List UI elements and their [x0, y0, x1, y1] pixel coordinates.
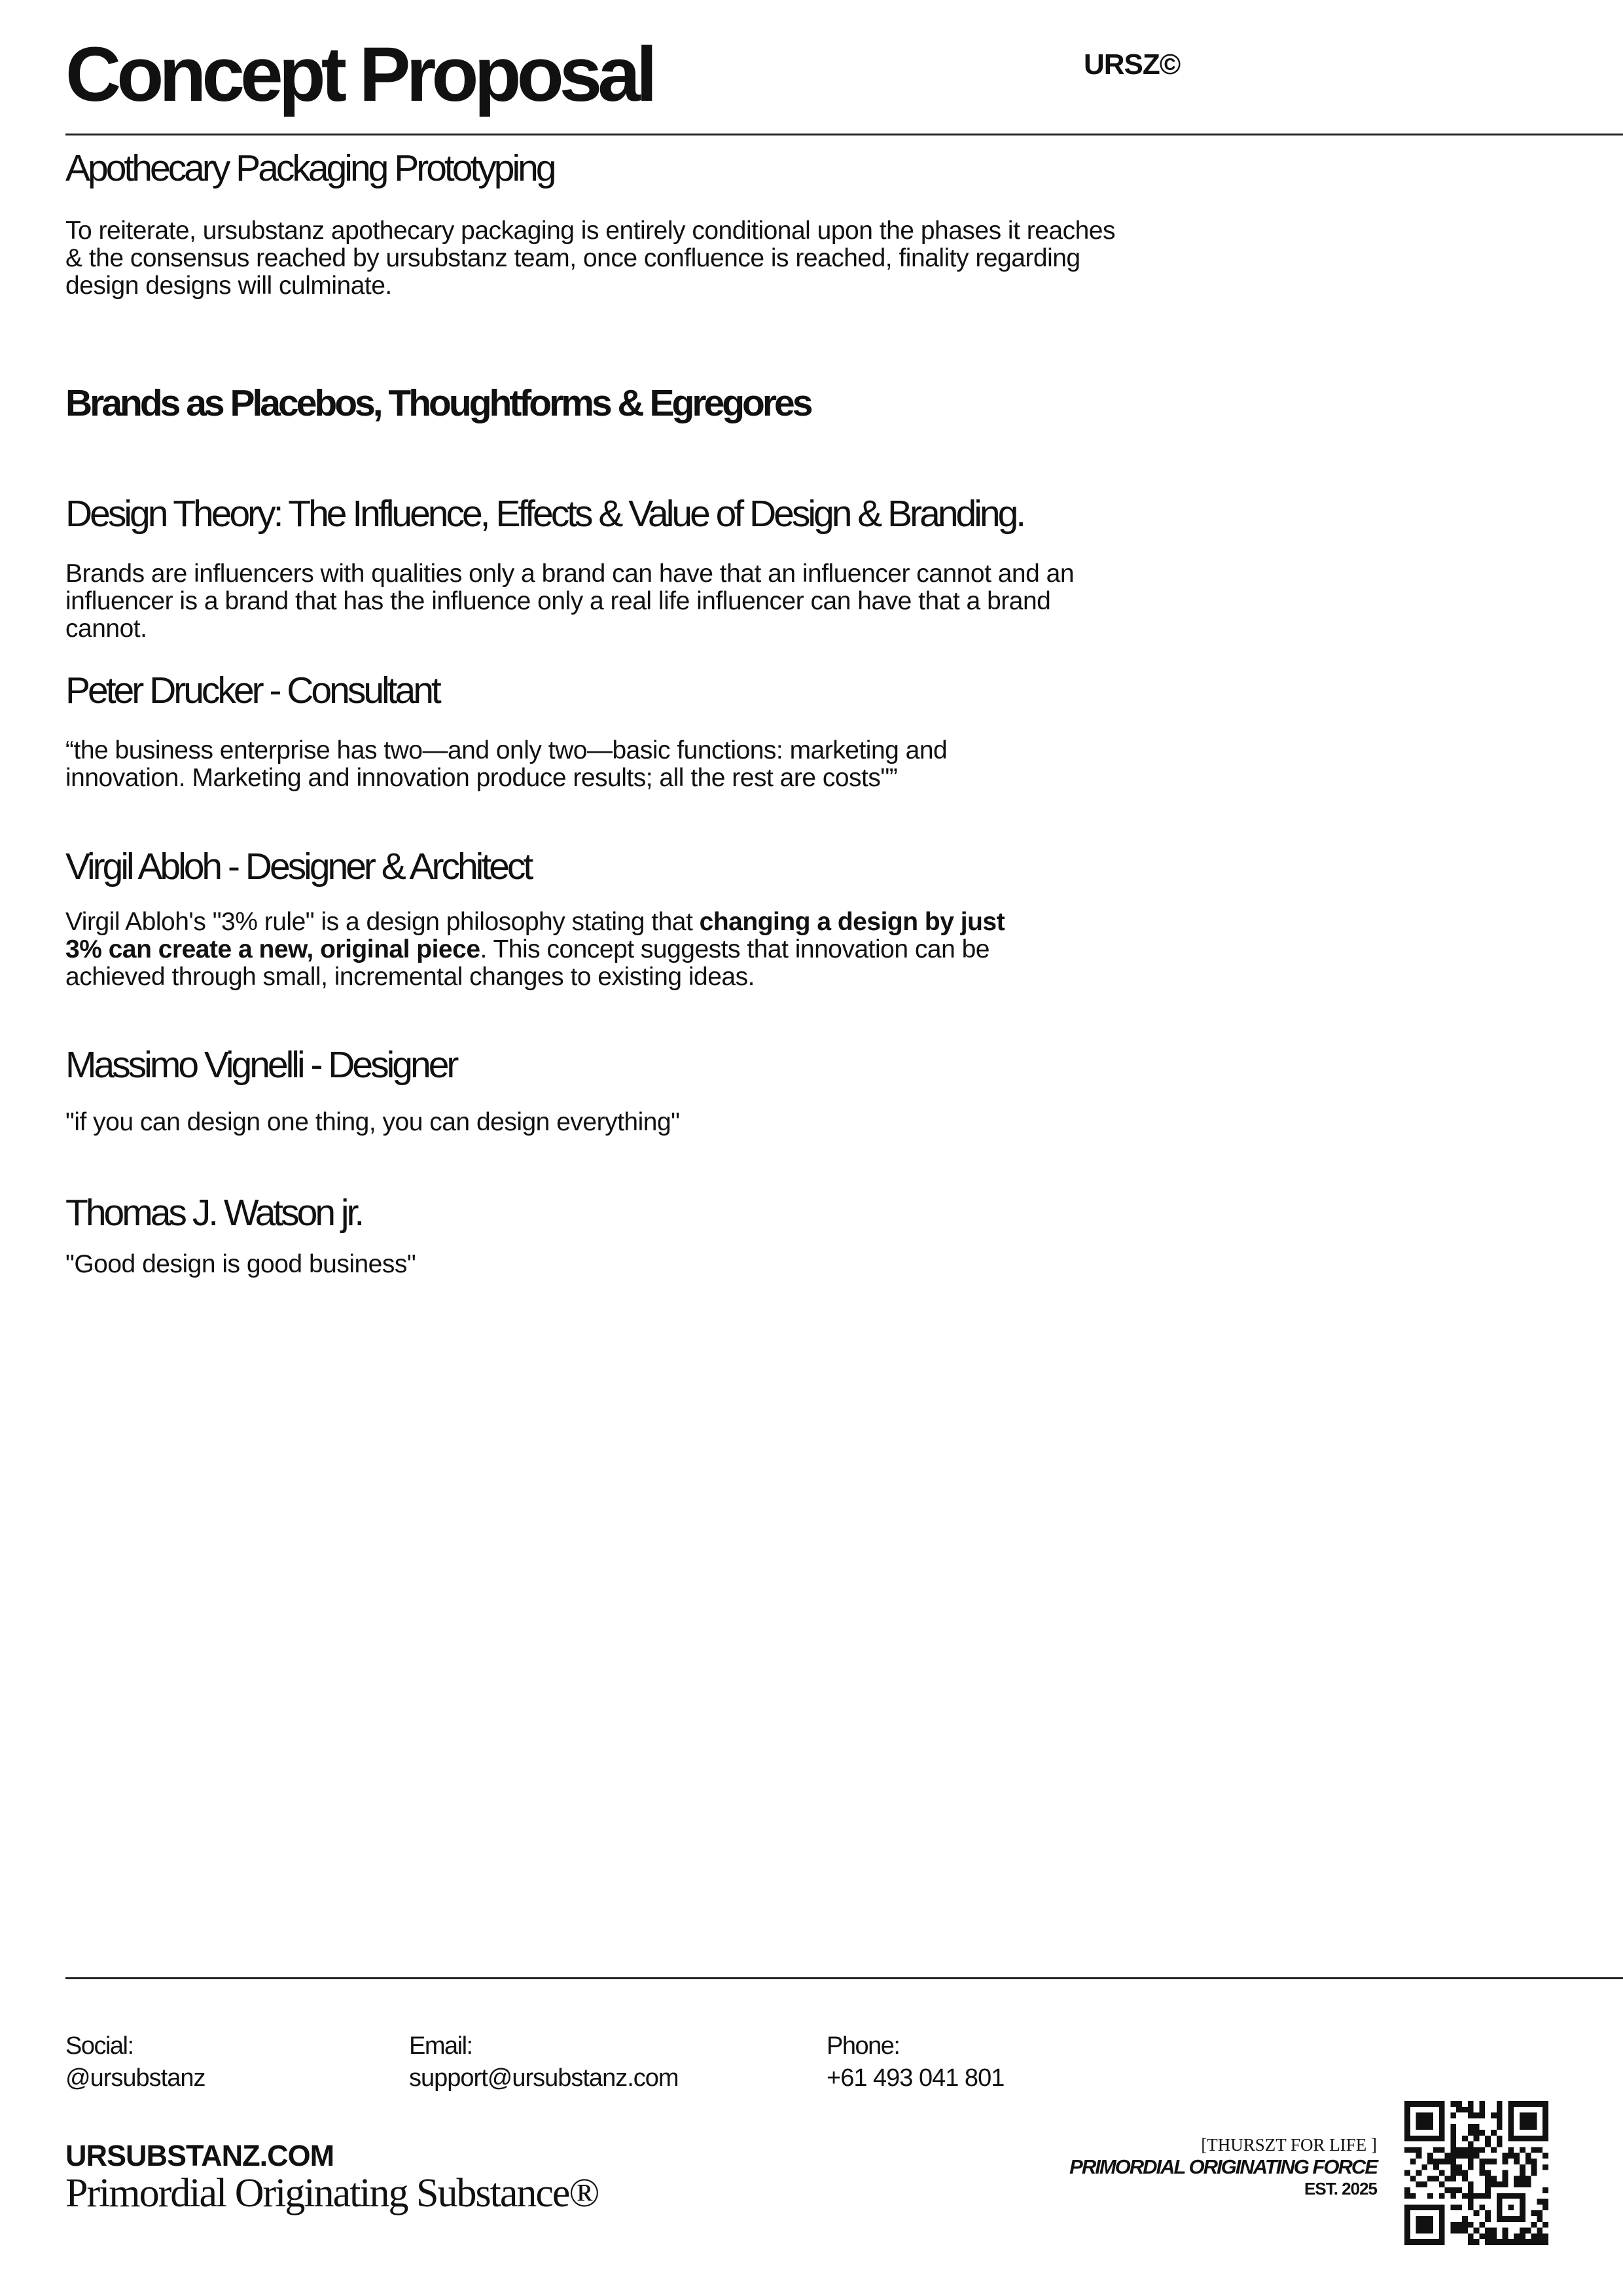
text-line: [65, 936, 1005, 963]
qr-module: [1462, 2147, 1468, 2153]
email-link[interactable]: support@ursubstanz.com: [409, 2064, 679, 2092]
qr-module: [1474, 2210, 1480, 2216]
qr-module: [1456, 2153, 1462, 2159]
qr-module: [1503, 2228, 1508, 2234]
qr-module: [1537, 2239, 1543, 2245]
qr-module: [1525, 2228, 1531, 2234]
qr-module: [1450, 2159, 1456, 2164]
qr-module: [1439, 2181, 1445, 2187]
qr-module: [1508, 2147, 1514, 2153]
qr-module: [1433, 2159, 1439, 2164]
qr-module: [1450, 2101, 1456, 2107]
qr-module: [1410, 2176, 1416, 2181]
qr-module: [1474, 2136, 1480, 2142]
qr-module: [1462, 2193, 1468, 2199]
qr-module: [1450, 2176, 1456, 2181]
qr-module: [1485, 2187, 1491, 2193]
text-emphasis: changing a design by just: [699, 908, 1005, 936]
qr-module: [1479, 2159, 1485, 2164]
text-emphasis: 3% can create a new, original piece: [65, 935, 480, 963]
qr-module: [1531, 2239, 1537, 2245]
qr-module: [1479, 2130, 1485, 2136]
qr-module: [1497, 2124, 1503, 2130]
qr-module: [1410, 2193, 1416, 2199]
qr-module: [1543, 2153, 1548, 2159]
qr-module: [1421, 2181, 1427, 2187]
qr-module: [1520, 2147, 1525, 2153]
text-plain: Virgil Abloh's "3% rule" is a design philosophy stating that: [65, 908, 700, 936]
qr-module: [1497, 2101, 1503, 2107]
qr-module: [1462, 2216, 1468, 2222]
qr-module: [1433, 2176, 1439, 2181]
qr-module: [1531, 2159, 1537, 2164]
qr-module: [1439, 2159, 1445, 2164]
stamp-line: [THURSZT FOR LIFE ]: [1201, 2135, 1377, 2155]
qr-module: [1433, 2147, 1439, 2153]
qr-module: [1503, 2153, 1508, 2159]
qr-module: [1497, 2142, 1503, 2147]
text-line: cannot.: [65, 615, 147, 643]
theory-paragraph: [65, 560, 1074, 643]
qr-module: [1531, 2170, 1537, 2176]
qr-module: [1485, 2239, 1491, 2245]
qr-module: [1520, 2239, 1525, 2245]
qr-module: [1416, 2181, 1422, 2187]
qr-module: [1497, 2118, 1503, 2124]
qr-module: [1531, 2164, 1537, 2170]
packaging-paragraph: [65, 217, 1115, 300]
qr-module: [1468, 2239, 1474, 2245]
qr-module: [1485, 2142, 1491, 2147]
qr-module: [1479, 2170, 1485, 2176]
qr-module: [1520, 2164, 1525, 2170]
qr-module: [1462, 2107, 1468, 2113]
qr-module: [1479, 2147, 1485, 2153]
qr-module: [1520, 2170, 1525, 2176]
phone-label: Phone:: [827, 2032, 900, 2060]
qr-code-icon[interactable]: [1404, 2101, 1548, 2245]
qr-module: [1462, 2222, 1468, 2228]
qr-module: [1474, 2147, 1480, 2153]
qr-module: [1404, 2147, 1410, 2153]
qr-module: [1491, 2233, 1497, 2239]
qr-module: [1525, 2239, 1531, 2245]
qr-module: [1468, 2147, 1474, 2153]
section-heading-drucker: Peter Drucker - Consultant: [65, 670, 439, 711]
stamp-line: PRIMORDIAL ORIGINATING FORCE: [1069, 2155, 1377, 2178]
qr-module: [1479, 2113, 1485, 2119]
qr-module: [1503, 2159, 1508, 2164]
qr-module: [1450, 2193, 1456, 2199]
qr-module: [1491, 2159, 1497, 2164]
qr-module: [1468, 2222, 1474, 2228]
qr-module: [1462, 2176, 1468, 2181]
qr-module: [1514, 2159, 1520, 2164]
text-line: [65, 908, 1005, 936]
qr-module: [1450, 2147, 1456, 2153]
qr-module: [1537, 2199, 1543, 2205]
vignelli-quote: "if you can design one thing, you can design everything": [65, 1108, 680, 1136]
qr-module: [1543, 2187, 1548, 2193]
qr-module: [1485, 2176, 1491, 2181]
qr-module: [1531, 2210, 1537, 2216]
text-line: To reiterate, ursubstanz apothecary packaging is entirely conditional upon the phases it reaches: [65, 217, 1115, 245]
qr-module: [1503, 2233, 1508, 2239]
qr-module: [1537, 2147, 1543, 2153]
section-heading-packaging: Apothecary Packaging Prototyping: [65, 147, 554, 189]
qr-module: [1427, 2159, 1433, 2164]
qr-module: [1497, 2181, 1503, 2187]
qr-module: [1410, 2147, 1416, 2153]
section-heading-abloh: Virgil Abloh - Designer & Architect: [65, 846, 531, 888]
qr-module: [1543, 2164, 1548, 2170]
section-heading-vignelli: Massimo Vignelli - Designer: [65, 1044, 457, 1086]
qr-module: [1427, 2176, 1433, 2181]
qr-module: [1514, 2181, 1520, 2187]
qr-module: [1439, 2193, 1445, 2199]
page-title: Concept Proposal: [65, 31, 653, 118]
qr-module: [1543, 2222, 1548, 2228]
qr-module: [1445, 2153, 1451, 2159]
qr-module: [1525, 2153, 1531, 2159]
stamp-line: EST. 2025: [1304, 2179, 1377, 2198]
drucker-quote: [65, 737, 947, 792]
qr-module: [1468, 2107, 1474, 2113]
qr-module: [1468, 2181, 1474, 2187]
qr-module: [1445, 2187, 1451, 2193]
qr-module: [1491, 2130, 1497, 2136]
qr-module: [1468, 2164, 1474, 2170]
qr-module: [1479, 2164, 1485, 2170]
qr-module: [1450, 2124, 1456, 2130]
email-label: Email:: [409, 2032, 473, 2060]
qr-module: [1468, 2233, 1474, 2239]
text-line: design designs will culminate.: [65, 272, 392, 300]
social-label: Social:: [65, 2032, 134, 2060]
qr-module: [1410, 2159, 1416, 2164]
qr-module: [1485, 2136, 1491, 2142]
qr-module: [1450, 2228, 1456, 2234]
qr-module: [1468, 2101, 1474, 2107]
qr-module: [1497, 2107, 1503, 2113]
qr-module: [1456, 2187, 1462, 2193]
qr-module: [1485, 2210, 1491, 2216]
qr-module: [1474, 2228, 1480, 2234]
qr-module: [1491, 2239, 1497, 2245]
qr-module: [1456, 2107, 1462, 2113]
header-divider: [65, 134, 1623, 135]
qr-module: [1543, 2199, 1548, 2205]
social-handle-link[interactable]: @ursubstanz: [65, 2064, 205, 2092]
qr-module: [1450, 2164, 1456, 2170]
qr-module: [1537, 2216, 1543, 2222]
qr-module: [1474, 2239, 1480, 2245]
qr-module: [1462, 2153, 1468, 2159]
qr-module: [1404, 2187, 1410, 2193]
qr-module: [1462, 2136, 1468, 2142]
qr-module: [1468, 2113, 1474, 2119]
qr-module: [1421, 2164, 1427, 2170]
text-line: innovation. Marketing and innovation produce results; all the rest are costs"”: [65, 764, 898, 792]
qr-module: [1485, 2170, 1491, 2176]
qr-module: [1491, 2113, 1497, 2119]
brand-tagline: Primordial Originating Substance®: [65, 2171, 599, 2215]
qr-module: [1543, 2233, 1548, 2239]
qr-module: [1520, 2228, 1525, 2234]
qr-module: [1543, 2239, 1548, 2245]
qr-module: [1450, 2113, 1456, 2119]
qr-module: [1531, 2233, 1537, 2239]
qr-module: [1520, 2176, 1525, 2181]
qr-module: [1468, 2124, 1474, 2130]
qr-module: [1433, 2164, 1439, 2170]
qr-module: [1404, 2170, 1410, 2176]
qr-module: [1445, 2176, 1451, 2181]
text-line: “the business enterprise has two—and only two—basic functions: marketing and: [65, 736, 948, 764]
qr-module: [1450, 2136, 1456, 2142]
qr-module: [1456, 2170, 1462, 2176]
qr-module: [1479, 2204, 1485, 2210]
qr-module: [1474, 2130, 1480, 2136]
qr-module: [1537, 2233, 1543, 2239]
qr-module: [1456, 2101, 1462, 2107]
qr-module: [1450, 2142, 1456, 2147]
text-line: & the consensus reached by ursubstanz team, once confluence is reached, finality regarding: [65, 244, 1080, 272]
qr-module: [1479, 2193, 1485, 2199]
qr-module: [1468, 2159, 1474, 2164]
qr-module: [1525, 2176, 1531, 2181]
section-heading-watson: Thomas J. Watson jr.: [65, 1192, 363, 1234]
text-line: influencer is a brand that has the influence only a real life influencer can have that a brand: [65, 587, 1051, 615]
qr-module: [1468, 2187, 1474, 2193]
qr-module: [1537, 2210, 1543, 2216]
qr-module: [1456, 2228, 1462, 2234]
qr-module: [1456, 2204, 1462, 2210]
text-line: achieved through small, incremental changes to existing ideas.: [65, 963, 755, 991]
qr-module: [1514, 2153, 1520, 2159]
qr-module: [1537, 2228, 1543, 2234]
qr-module: [1491, 2147, 1497, 2153]
qr-module: [1474, 2113, 1480, 2119]
qr-module: [1462, 2170, 1468, 2176]
qr-module: [1514, 2176, 1520, 2181]
qr-module: [1485, 2216, 1491, 2222]
qr-module: [1427, 2153, 1433, 2159]
qr-module: [1514, 2233, 1520, 2239]
qr-module: [1520, 2181, 1525, 2187]
qr-module: [1503, 2170, 1508, 2176]
qr-module: [1531, 2222, 1537, 2228]
qr-module: [1456, 2147, 1462, 2153]
qr-module: [1416, 2147, 1422, 2153]
qr-module: [1456, 2164, 1462, 2170]
qr-module: [1450, 2204, 1456, 2210]
qr-module: [1503, 2181, 1508, 2187]
qr-module: [1462, 2228, 1468, 2234]
watson-quote: "Good design is good business": [65, 1250, 416, 1278]
qr-module: [1543, 2204, 1548, 2210]
phone-link[interactable]: +61 493 041 801: [827, 2064, 1005, 2092]
qr-module: [1485, 2228, 1491, 2234]
qr-module: [1416, 2170, 1422, 2176]
qr-module: [1416, 2153, 1422, 2159]
qr-module: [1439, 2147, 1445, 2153]
qr-module: [1439, 2170, 1445, 2176]
section-heading-design-theory: Design Theory: The Influence, Effects & Value of Design & Branding.: [65, 493, 1024, 535]
brand-stamp: [1069, 2135, 1377, 2199]
qr-module: [1450, 2130, 1456, 2136]
qr-module: [1485, 2159, 1491, 2164]
qr-module: [1450, 2187, 1456, 2193]
website-link[interactable]: URSUBSTANZ.COM: [65, 2139, 334, 2172]
qr-module: [1497, 2239, 1503, 2245]
qr-module: [1497, 2113, 1503, 2119]
qr-module: [1474, 2153, 1480, 2159]
qr-module: [1474, 2124, 1480, 2130]
qr-module: [1525, 2159, 1531, 2164]
qr-module: [1468, 2142, 1474, 2147]
qr-module: [1525, 2181, 1531, 2187]
text-line: Brands are influencers with qualities only a brand can have that an influencer cannot and an: [65, 560, 1075, 588]
qr-module: [1450, 2153, 1456, 2159]
qr-module: [1468, 2130, 1474, 2136]
brand-mark: URSZ©: [1084, 48, 1181, 81]
qr-module: [1456, 2222, 1462, 2228]
qr-module: [1497, 2136, 1503, 2142]
qr-module: [1479, 2233, 1485, 2239]
abloh-paragraph: [65, 908, 1005, 991]
qr-module: [1531, 2147, 1537, 2153]
qr-module: [1474, 2193, 1480, 2199]
qr-module: [1520, 2233, 1525, 2239]
qr-module: [1485, 2233, 1491, 2239]
section-heading-brands: Brands as Placebos, Thoughtforms & Egregores: [65, 382, 811, 424]
qr-module: [1491, 2176, 1497, 2181]
qr-module: [1485, 2193, 1491, 2199]
qr-module: [1479, 2101, 1485, 2107]
qr-module: [1404, 2193, 1410, 2199]
qr-module: [1450, 2222, 1456, 2228]
qr-module: [1479, 2107, 1485, 2113]
qr-module: [1508, 2239, 1514, 2245]
qr-module: [1450, 2170, 1456, 2176]
footer-divider: [65, 1977, 1623, 1979]
qr-module: [1485, 2181, 1491, 2187]
qr-module: [1445, 2159, 1451, 2164]
qr-module: [1468, 2204, 1474, 2210]
qr-module: [1491, 2228, 1497, 2234]
qr-module: [1491, 2181, 1497, 2187]
qr-module: [1503, 2176, 1508, 2181]
qr-module: [1503, 2239, 1508, 2245]
qr-module: [1508, 2153, 1514, 2159]
text-plain: . This concept suggests that innovation can be: [480, 935, 990, 963]
qr-module: [1514, 2239, 1520, 2245]
qr-module: [1468, 2153, 1474, 2159]
qr-module: [1468, 2193, 1474, 2199]
qr-module: [1427, 2193, 1433, 2199]
qr-module: [1479, 2222, 1485, 2228]
qr-module: [1468, 2199, 1474, 2205]
